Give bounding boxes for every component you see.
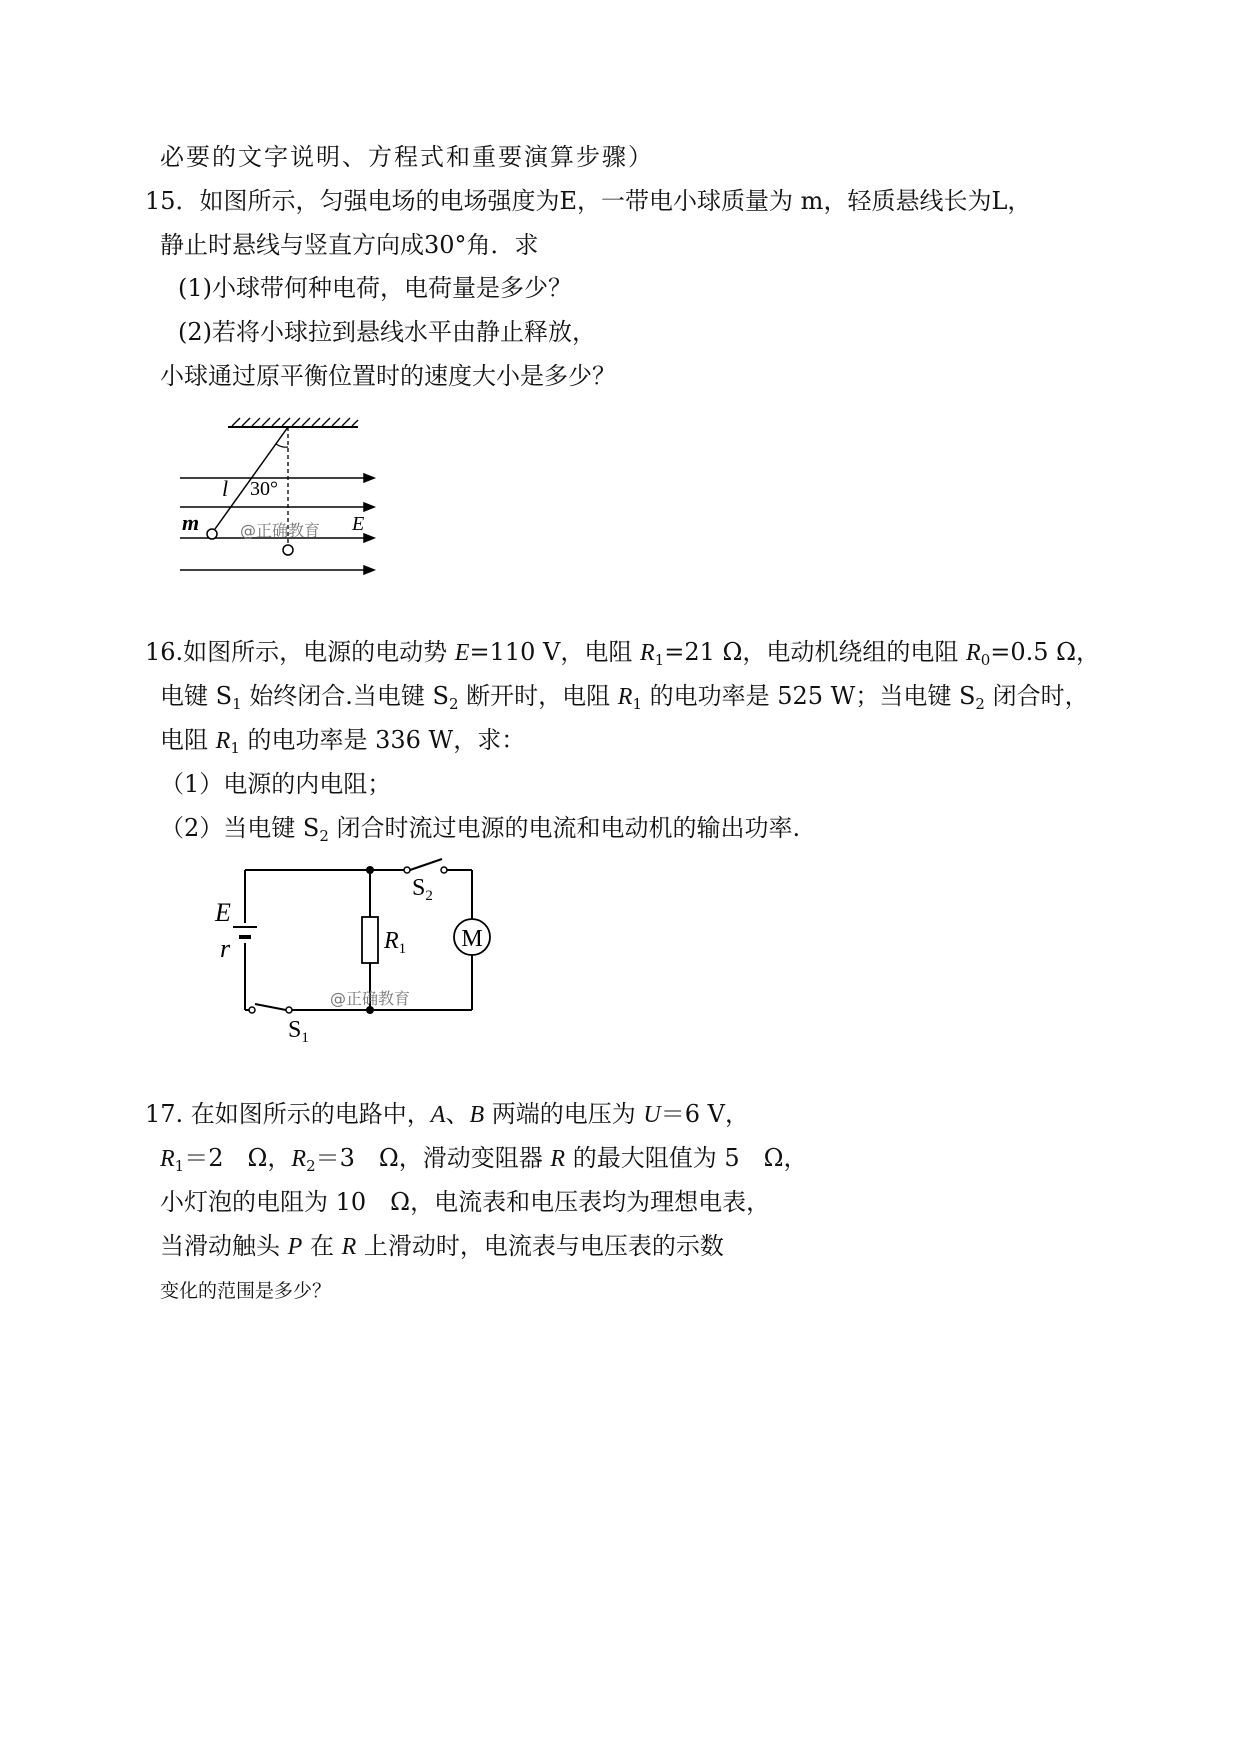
q16-emf-label: E — [215, 898, 231, 927]
q16-line-3: 电阻 $R_1$ 的电功率是 336 W，求： — [160, 726, 526, 757]
q16-part-2: （2）当电键 $S_2$ 闭合时流过电源的电流和电动机的输出功率. — [160, 814, 801, 845]
q17-line-4: 当滑动触头 P 在 R 上滑动时，电流表与电压表的示数 — [160, 1232, 724, 1260]
q17-line-3: 小灯泡的电阻为 10 Ω，电流表和电压表均为理想电表， — [160, 1188, 771, 1216]
q16-watermark: @正确教育 — [330, 989, 411, 1008]
q15-line-2: 静止时悬线与竖直方向成30°角．求 — [160, 231, 539, 259]
q16-motor-label: M — [461, 926, 483, 952]
q15-part-2: (2)若将小球拉到悬线水平由静止释放， — [178, 318, 596, 346]
q16-line-2: 电键 $S_1$ 始终闭合.当电键 $S_2$ 断开时，电阻 $R_1$ 的电功率是 525 W；当电键 $S_2$ 闭合时， — [160, 682, 1089, 713]
q16-line-1: 16.如图所示，电源的电动势 E=110 V，电阻 $R_1=21$ Ω，电动机绕组的电阻 $R_0=0.5$ Ω， — [145, 638, 1101, 669]
q17-line-2: $R_1=2$ Ω，$R_2=3$ Ω，滑动变阻器 R 的最大阻值为 5 Ω， — [160, 1144, 808, 1175]
q16-switch2-label: $S_2$ — [412, 875, 433, 904]
q15-part-1: (1)小球带何种电荷，电荷量是多少？ — [178, 274, 572, 302]
intro-text: 必要的文字说明、方程式和重要演算步骤） — [160, 143, 654, 171]
q15-angle-label: 30° — [250, 478, 278, 500]
q15-mass-label: m — [182, 510, 200, 535]
q16-resistor-label: $R_1$ — [384, 928, 407, 957]
q15-pendulum-figure — [170, 412, 390, 582]
q16-part-1: （1）电源的内电阻； — [160, 770, 392, 798]
q15-length-label: l — [222, 476, 229, 501]
q17-line-1: 17. 在如图所示的电路中，A、B 两端的电压为 U＝6 V， — [145, 1100, 749, 1128]
q15-line-1: 15．如图所示，匀强电场的电场强度为E，一带电小球质量为 m，轻质悬线长为L， — [145, 187, 1032, 215]
q17-line-5: 变化的范围是多少？ — [160, 1280, 332, 1302]
q16-internal-resistance-label: r — [220, 934, 231, 963]
q16-circuit-figure — [200, 855, 520, 1055]
q15-field-label: E — [352, 513, 365, 535]
q16-switch1-label: $S_1$ — [288, 1017, 309, 1046]
q15-watermark: @正确教育 — [240, 521, 321, 540]
q15-part-2-cont: 小球通过原平衡位置时的速度大小是多少？ — [160, 362, 616, 390]
